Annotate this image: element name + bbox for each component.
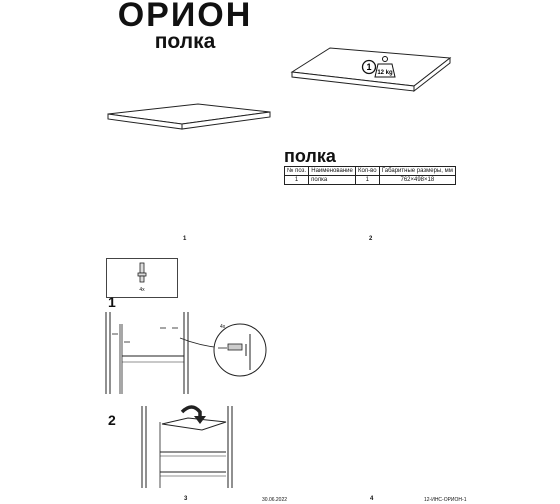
page-number-3: 3: [184, 496, 188, 502]
step-1-number: 1: [108, 294, 116, 310]
step-2-number: 2: [108, 412, 116, 428]
part-number: 1: [366, 62, 372, 72]
product-subtitle: полка: [154, 30, 216, 53]
cell-position: 1: [285, 176, 309, 185]
product-title: ОРИОН: [117, 0, 253, 34]
weight-icon: [374, 55, 396, 79]
step-1-detail-quantity: 4x: [220, 324, 226, 330]
cell-name: полка: [309, 176, 356, 185]
col-quantity: Кол-во: [355, 167, 379, 176]
parts-heading: полка: [284, 146, 336, 166]
step-2-illustration: [136, 402, 246, 490]
shelf-pin-icon: [136, 261, 148, 285]
cell-quantity: 1: [355, 176, 379, 185]
parts-table: [284, 166, 456, 185]
page-number-2: 2: [369, 236, 373, 242]
footer-date: 30.06.2022: [262, 497, 288, 503]
col-dimensions: Габаритные размеры, мм: [379, 167, 455, 176]
col-name: Наименование: [309, 167, 356, 176]
page-number-1: 1: [183, 236, 187, 242]
shelf-illustration-left: [100, 96, 275, 136]
cell-dimensions: 762×498×18: [379, 176, 455, 185]
weight-label: 12 kg: [377, 70, 393, 76]
hardware-quantity: 4x: [139, 287, 145, 293]
page-number-4: 4: [370, 496, 374, 502]
col-position: № поз.: [285, 167, 309, 176]
table-row: [285, 176, 456, 185]
parts-table-header: [285, 167, 456, 176]
step-1-illustration: [100, 308, 280, 400]
footer-doc-code: 12-ИНС-ОРИОН-1: [424, 497, 467, 503]
hardware-box: [106, 258, 178, 298]
